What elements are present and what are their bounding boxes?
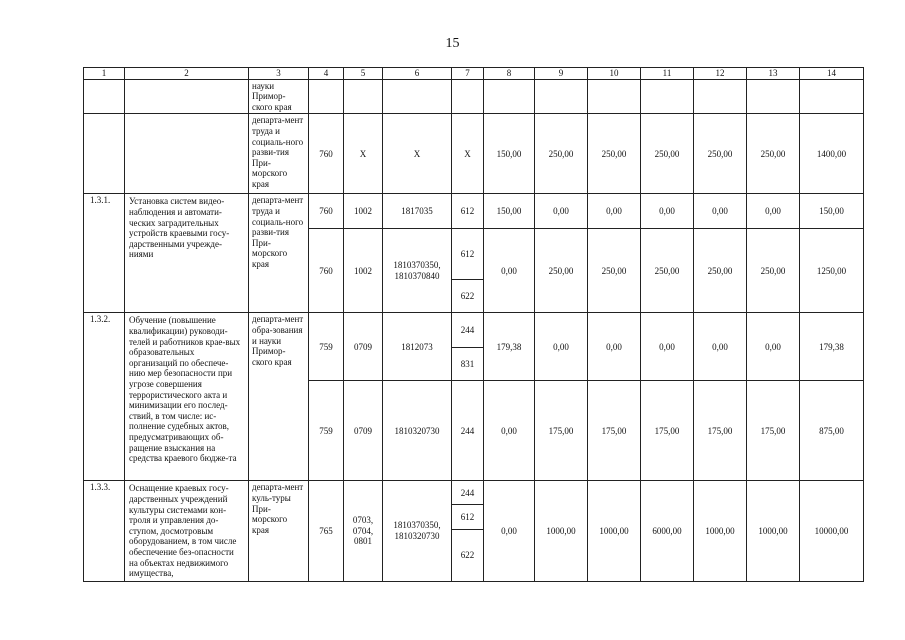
value-cell: 250,00 [747, 114, 800, 194]
section-cell: X [344, 114, 383, 194]
type-cell: 612 [452, 194, 484, 229]
header-cell: 11 [641, 68, 694, 80]
header-cell: 1 [84, 68, 125, 80]
row-number: 1.3.3. [84, 481, 125, 581]
value-cell: 0,00 [484, 481, 535, 581]
budget-table [83, 67, 864, 582]
section-cell: 1002 [344, 229, 383, 313]
header-cell: 7 [452, 68, 484, 80]
value-cell: 6000,00 [641, 481, 694, 581]
table-row [84, 79, 864, 114]
table-row [84, 481, 864, 505]
value-cell: 0,00 [747, 313, 800, 381]
type-cell: 622 [452, 280, 484, 313]
value-cell: 0,00 [484, 229, 535, 313]
value-cell: 0,00 [641, 194, 694, 229]
value-cell: 1000,00 [588, 481, 641, 581]
target-cell: 1810320730 [383, 381, 452, 481]
grbs-cell: 760 [309, 194, 344, 229]
value-cell: 179,38 [484, 313, 535, 381]
value-cell: 250,00 [641, 114, 694, 194]
row-name: Оснащение краевых госу-дарственных учреждений культуры системами кон-троля и управления до-ступом, досмотровым оборудованием, в том числе обеспечение без-опасности на объектах недвижимого имущества, [125, 481, 249, 581]
value-cell: 150,00 [484, 114, 535, 194]
value-cell: 175,00 [747, 381, 800, 481]
header-cell: 13 [747, 68, 800, 80]
value-cell: 250,00 [641, 229, 694, 313]
type-cell: 612 [452, 229, 484, 280]
value-cell: 250,00 [588, 229, 641, 313]
total-cell: 150,00 [800, 194, 864, 229]
row-name [125, 79, 249, 114]
header-cell: 4 [309, 68, 344, 80]
value-cell: 0,00 [641, 313, 694, 381]
value-cell: 1000,00 [694, 481, 747, 581]
total-cell: 875,00 [800, 381, 864, 481]
row-number: 1.3.1. [84, 194, 125, 313]
executor-cell: департа-мент труда и социаль-ного разви-тия При-морского края [249, 114, 309, 194]
executor-cell: департа-мент труда и социаль-ного разви-тия При-морского края [249, 194, 309, 313]
value-cell: 1000,00 [535, 481, 588, 581]
section-cell: 1002 [344, 194, 383, 229]
value-cell: 0,00 [535, 194, 588, 229]
header-row [84, 68, 864, 80]
header-cell: 6 [383, 68, 452, 80]
target-cell: 1810370350, 1810370840 [383, 229, 452, 313]
row-name: Обучение (повышение квалификации) руководи-телей и работников крае-вых образовательных организаций по обеспече-нию мер безопасности при угрозе совершения террористического акта и минимизации его послед-ствий, в том числе: ис-полнение судебных актов, предусматривающих об-ращение взыскания на средства краевого бюдже-та [125, 313, 249, 481]
value-cell: 175,00 [641, 381, 694, 481]
type-cell: 622 [452, 529, 484, 581]
value-cell: 0,00 [694, 194, 747, 229]
table-row [84, 313, 864, 348]
value-cell: 0,00 [694, 313, 747, 381]
value-cell: 175,00 [694, 381, 747, 481]
header-cell: 14 [800, 68, 864, 80]
header-cell: 5 [344, 68, 383, 80]
value-cell: 1000,00 [747, 481, 800, 581]
value-cell: 150,00 [484, 194, 535, 229]
value-cell: 250,00 [535, 114, 588, 194]
target-cell: 1810370350, 1810320730 [383, 481, 452, 581]
page-number: 15 [445, 36, 460, 51]
grbs-cell: 765 [309, 481, 344, 581]
value-cell: 250,00 [694, 114, 747, 194]
total-cell: 1250,00 [800, 229, 864, 313]
target-cell: X [383, 114, 452, 194]
row-number: 1.3.2. [84, 313, 125, 481]
grbs-cell: 759 [309, 381, 344, 481]
value-cell: 250,00 [535, 229, 588, 313]
value-cell: 175,00 [535, 381, 588, 481]
value-cell: 250,00 [588, 114, 641, 194]
type-cell: 244 [452, 381, 484, 481]
type-cell: 612 [452, 505, 484, 529]
type-cell: 244 [452, 313, 484, 348]
total-cell: 1400,00 [800, 114, 864, 194]
value-cell: 175,00 [588, 381, 641, 481]
value-cell: 250,00 [747, 229, 800, 313]
value-cell: 0,00 [484, 381, 535, 481]
value-cell: 0,00 [588, 194, 641, 229]
header-cell: 12 [694, 68, 747, 80]
header-cell: 10 [588, 68, 641, 80]
table-row [84, 194, 864, 229]
value-cell: 0,00 [747, 194, 800, 229]
target-cell: 1817035 [383, 194, 452, 229]
header-cell: 8 [484, 68, 535, 80]
row-name: Установка систем видео-наблюдения и автомати-ческих заградительных устройств краевыми госу-дарственными учрежде-ниями [125, 194, 249, 313]
total-cell: 10000,00 [800, 481, 864, 581]
type-cell: X [452, 114, 484, 194]
header-cell: 3 [249, 68, 309, 80]
type-cell: 831 [452, 348, 484, 381]
executor-cell: департа-мент обра-зования и науки Примор-ского края [249, 313, 309, 481]
executor-cell: департа-мент куль-туры При-морского края [249, 481, 309, 581]
grbs-cell: 759 [309, 313, 344, 381]
section-cell: 0709 [344, 313, 383, 381]
grbs-cell: 760 [309, 229, 344, 313]
executor-cell: науки Примор-ского края [249, 79, 309, 114]
header-cell: 2 [125, 68, 249, 80]
table-row [84, 114, 864, 194]
header-cell: 9 [535, 68, 588, 80]
total-cell: 179,38 [800, 313, 864, 381]
type-cell: 244 [452, 481, 484, 505]
value-cell: 250,00 [694, 229, 747, 313]
value-cell: 0,00 [535, 313, 588, 381]
value-cell: 0,00 [588, 313, 641, 381]
section-cell: 0709 [344, 381, 383, 481]
grbs-cell: 760 [309, 114, 344, 194]
row-number [84, 79, 125, 114]
section-cell: 0703, 0704, 0801 [344, 481, 383, 581]
target-cell: 1812073 [383, 313, 452, 381]
